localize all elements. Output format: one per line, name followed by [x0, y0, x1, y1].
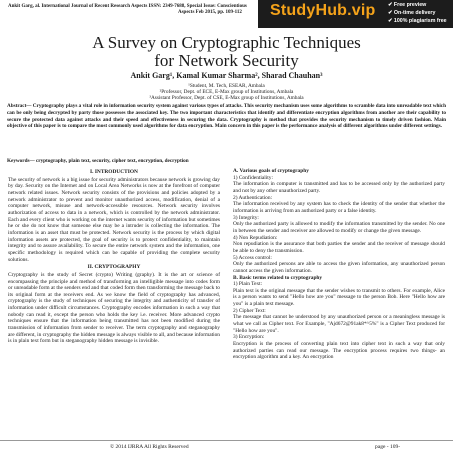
studyhub-logo: StudyHub.vip: [270, 2, 376, 19]
issue-line: Aspects Feb 2015, pp. 109-112: [178, 10, 242, 15]
affiliation-3: ³Assistant Professor, Dept. of CSE, E-Max group of Institutions, Ambala: [149, 95, 304, 101]
paragraph: Only the authorized persons are able to access the given information, any unauthorized person cannot access the given information.: [233, 261, 445, 274]
subsection-heading: A. Various goals of cryptography: [233, 168, 309, 174]
feature-on-time: ✔ On-time delivery: [388, 10, 436, 16]
paragraph: The information received by any system has to check the identity of the sender that whether the information is arriving from an authorized party or a false identity.: [233, 201, 445, 214]
paragraph: The information in computer is transmitted and has to be accessed only by the authorized party and not by any other unauthorized party.: [233, 181, 445, 194]
abstract: Abstract— Cryptography plays a vital role in information security system against various types of attacks. This security mechanism uses some algorithms to scramble data into unreadable text which can be only being decrypted by party those possesses the associated key. The two important characteristics that identify and differentiate encryption algorithms from another are their capability to secure the protected data against attacks and their speed and effectiveness in securing the data. Cryptography is method that provides the security mechanism to timely driven fashion. Main objective of this paper is to compare the most commonly used algorithms for data encryption. Main concern in this paper is the performance analysis of different algorithms under different settings.: [7, 103, 446, 130]
paper-title-line-2: for Network Security: [154, 51, 299, 70]
paragraph: Non repudiation is the assurance that both parties the sender and the receiver of message should be able to deny the transmission.: [233, 241, 445, 254]
paragraph: 3) Integrity:: [233, 214, 259, 221]
paragraph: Only the authorized party is allowed to modify the information transmitted by the sender. No one in between the sender and receiver are allowed to modify or change the given message.: [233, 221, 445, 234]
paragraph: 1) Confidentiality:: [233, 174, 273, 181]
paragraph: 2) Cipher Text:: [233, 307, 266, 314]
paragraph: 4) Non Repudiation:: [233, 234, 278, 241]
journal-line: Ankit Garg, al. International Journal of Recent Research Aspects ISSN: 2349-7688, Special Issue: Conscientious: [8, 4, 247, 9]
paragraph: Plain text is the original message that the sender wishes to transmit to others. For example, Alice is a person wants to send "Hello how are you" message to the person Bob. Here "Hello how are you" is a plain text message.: [233, 287, 445, 308]
studyhub-banner[interactable]: [258, 0, 453, 28]
affiliation-1: ¹Student, M. Tech, ESEAR, Ambala: [188, 83, 265, 89]
feature-free-preview: ✔ Free preview: [388, 2, 427, 8]
right-column: [233, 168, 445, 361]
keywords: Keywords— cryptography, plain text, security, cipher text, encryption, decryption: [7, 158, 189, 164]
left-column: [8, 168, 220, 345]
paragraph: 3) Encryption:: [233, 334, 265, 341]
feature-plagiarism-free: ✔ 100% plagiarism free: [388, 18, 447, 24]
affiliation-2: ²Professor, Dept. of ECE, E-Max group of Institutions, Ambala: [159, 89, 294, 95]
paragraph: The message that cannot be understood by any unauthorized person or a meaningless message is what we call as Cipher text. For Example, "Ajd672@91ak8*^5%" is a Cipher Text produced for "Hello how are you".: [233, 314, 445, 334]
page-footer: [0, 440, 453, 454]
paragraph: Cryptography is the study of Secret (crypto) Writing (graphy). It is the art or science of encompassing the principle and method of transforming an intelligible message into codes form or unreadable form at the senders end and that coded form then transforming the message back to its original form at the receivers end. As we know the field of cryptography has advanced, cryptography is the study of techniques of securing the integrity and authenticity of transfer of information under difficult circumstances. Cryptography encodes information in such a way that nobody can read it, except the person who holds the key i.e. receiver. More advanced crypto techniques ensure that the information being transmitted has not been modified during the transmission of information from sender to receiver. The term cryptography and steganography are different, in cryptography the hidden message is always visible to all, and because information is in plain text form but in steganography hidden message is invisible.: [8, 271, 220, 345]
paragraph: The security of network is a big issue for security administrators because network is growing day by day. Security on the Internet and on Local Area Networks is now at the forefront of computer network related issues. Network security consists of the provisions and policies adopted by a network administrator to prevent and monitor unauthorized access, modification, denial of a computer network, misuse and network-accessible resources. Network security involves authorization of access to data in a network, which is controlled by the network administrator. Each and every client who is working on the internet wants security of information but sometimes he or she do not know that someone else may be a intruder is collecting the information. The information is an asset that must be protected. Network security is the process by which digital information assets are protected, the goal of security is to protect confidentiality, to maintain integrity and to assure availability. To secure the entire network system and the information, one specific methodology is required which can be capable of providing the complete security solutions.: [8, 176, 220, 263]
section-heading: I. INTRODUCTION: [90, 169, 138, 175]
copyright: © 2014 IJRRA All Rights Reserved: [110, 444, 189, 450]
paragraph: Encryption is the process of converting plain text into cipher text in such a way that only authorized parties can read our message. The encryption process requires two things- an encryption algorithm and a key. An encryption: [233, 341, 445, 361]
paragraph: 2) Authentication:: [233, 194, 273, 201]
paragraph: 5) Access control:: [233, 254, 272, 261]
paragraph: 1) Plain Text:: [233, 281, 263, 288]
paper-title-line-1: A Survey on Cryptographic Techniques: [92, 33, 361, 52]
subsection-heading: B. Basic terms related to cryptography: [233, 274, 323, 281]
section-heading: II. CRYPTOGRAPHY: [87, 264, 141, 271]
authors: Ankit Garg¹, Kamal Kumar Sharma², Sharad Chauhan³: [130, 71, 323, 80]
page-number: page - 109-: [375, 444, 401, 450]
